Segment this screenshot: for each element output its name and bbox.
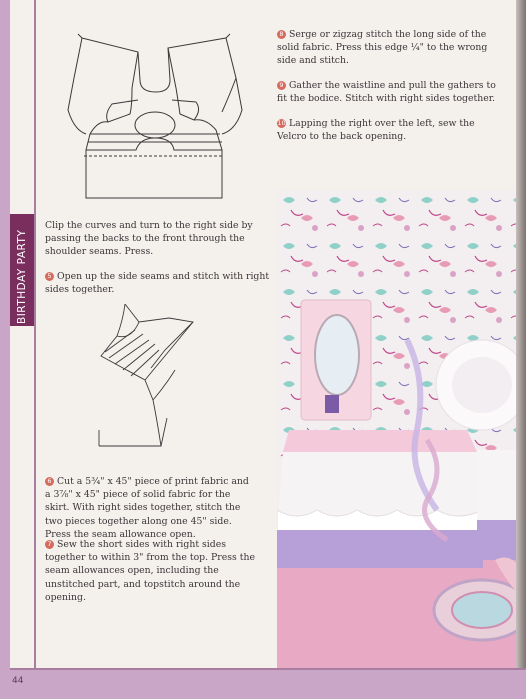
step-5 (45, 270, 270, 296)
step-9-text: Gather the waistline and pull the gathers to fit the bodice. Stitch with right sides together. (277, 80, 496, 105)
step-5-badge: 5 (45, 272, 54, 281)
step-8 (277, 28, 505, 68)
doll-vanity-photo (277, 190, 526, 668)
book-spine-shadow (516, 0, 526, 699)
step-7-text: Sew the short sides with right sides together to within 3" from the top. Press the seam allowances open, including the unstitched part, and topstitch around the opening. (45, 539, 255, 603)
step-5-text: Open up the side seams and stitch with right sides together. (45, 271, 270, 296)
step-7 (45, 538, 255, 604)
step-6-badge: 6 (45, 477, 54, 486)
step-6-text: Cut a 5¾" x 45" piece of print fabric and a 3⅞" x 45" piece of solid fabric for the skirt. With right sides together, stitch the two pieces together along one 45" side. Press the seam allowance open. (45, 476, 249, 540)
step-10 (277, 117, 505, 143)
sidebar-strip (0, 0, 10, 699)
step-9-badge: 9 (277, 81, 286, 90)
footer-strip (10, 670, 526, 699)
margin-rule (34, 0, 36, 699)
step-10-text: Lapping the right over the left, sew the Velcro to the back opening. (277, 118, 475, 143)
clip-note-text: Clip the curves and turn to the right side by passing the backs to the front through the shoulder seams. Press. (45, 220, 253, 258)
step-10-badge: 10 (277, 119, 286, 127)
side-seam-illustration (95, 300, 205, 450)
step-8-badge: 8 (277, 30, 286, 39)
bodice-pattern-illustration (60, 30, 250, 205)
step-7-badge: 7 (45, 540, 54, 549)
section-tab-label: BIRTHDAY PARTY (16, 229, 28, 324)
step-6 (45, 475, 255, 541)
step-9 (277, 79, 505, 105)
page-number: 44 (12, 676, 24, 686)
step-8-text: Serge or zigzag stitch the long side of the solid fabric. Press this edge ¼" to the wrong side and stitch. (277, 29, 488, 67)
